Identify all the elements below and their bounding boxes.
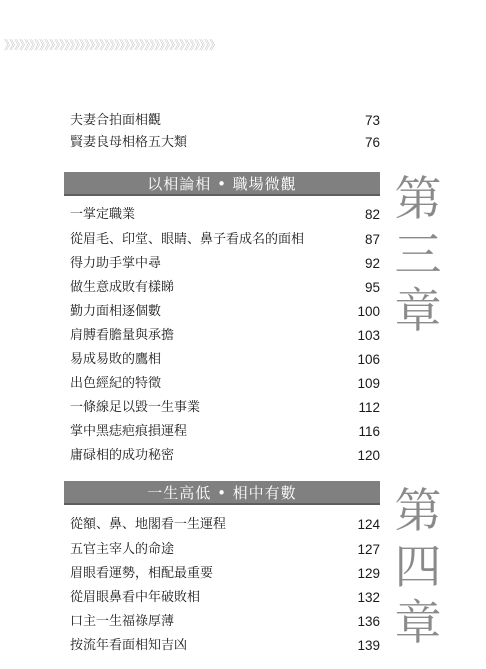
toc-entry-title: 出色經紀的特徵	[70, 376, 162, 391]
toc-entry-page: 73	[364, 113, 380, 128]
toc-entry[interactable]	[70, 539, 380, 561]
toc-entry-page: 76	[364, 135, 380, 150]
chapter-char: 第	[394, 484, 442, 539]
toc-entry-title: 從額、鼻、地閣看一生運程	[70, 517, 227, 532]
toc-entry[interactable]	[70, 563, 380, 585]
toc-entry-title: 夫妻合拍面相觀	[70, 113, 162, 128]
toc-entry[interactable]	[70, 204, 380, 226]
toc-entry[interactable]	[70, 587, 380, 609]
section-banner: 以相論相 • 職場微觀	[64, 172, 380, 196]
toc-entry-title: 一掌定職業	[70, 207, 136, 222]
toc-entry[interactable]	[70, 611, 380, 633]
toc-entry[interactable]	[70, 253, 380, 275]
toc-entry-title: 掌中黑痣疤痕損運程	[70, 424, 188, 439]
toc-entry[interactable]	[70, 421, 380, 443]
header-ornament: 》》》》》》》》》》》》》》》》》》》》》》》》》》》》》》》》》》》》》》》》》》	[4, 38, 221, 52]
toc-entry-title: 庸碌相的成功秘密	[70, 448, 175, 463]
toc-entry[interactable]	[70, 277, 380, 299]
toc-entry-page: 127	[357, 542, 380, 557]
toc-entry-page: 103	[357, 328, 380, 343]
toc-entry[interactable]	[70, 514, 380, 536]
toc-entry-page: 136	[357, 614, 380, 629]
toc-entry[interactable]	[70, 445, 380, 467]
toc-entry-page: 116	[358, 424, 380, 439]
toc-entry-page: 109	[357, 376, 380, 391]
toc-entry[interactable]	[70, 373, 380, 395]
toc-entry-page: 132	[357, 590, 380, 605]
toc-entry-title: 得力助手掌中尋	[70, 256, 162, 271]
toc-entry-title: 一條線足以毀一生事業	[70, 400, 201, 415]
chapter-label	[388, 172, 448, 340]
toc-entry[interactable]	[70, 301, 380, 323]
chapter-char: 四	[394, 540, 442, 595]
chapter-label	[388, 484, 448, 652]
toc-entry-title: 肩膊看膽量與承擔	[70, 328, 175, 343]
toc-entry[interactable]	[70, 132, 380, 154]
toc-entry-title: 從眉毛、印堂、眼睛、鼻子看成名的面相	[70, 232, 305, 247]
toc-entry-title: 五官主宰人的命途	[70, 542, 175, 557]
toc-entry-title: 眉眼看運勢，相配最重要	[70, 566, 214, 581]
toc-entry-page: 82	[364, 207, 380, 222]
chapter-char: 章	[394, 284, 442, 339]
toc-entry-page: 100	[357, 304, 380, 319]
chapter-char: 章	[394, 596, 442, 651]
chapter-char: 第	[394, 172, 442, 227]
toc-entry-title: 從眉眼鼻看中年破敗相	[70, 590, 201, 605]
toc-entry-title: 易成易敗的鷹相	[70, 352, 162, 367]
toc-entry-page: 139	[357, 638, 380, 653]
toc-entry[interactable]	[70, 349, 380, 371]
toc-entry[interactable]	[70, 397, 380, 419]
toc-entry-page: 95	[364, 280, 380, 295]
toc-entry-page: 124	[357, 517, 380, 532]
section-banner: 一生高低 • 相中有數	[64, 481, 380, 505]
toc-entry-page: 112	[358, 400, 380, 415]
toc-entry-page: 87	[364, 232, 380, 247]
toc-entry-page: 92	[364, 256, 380, 271]
toc-entry-title: 賢妻良母相格五大類	[70, 135, 188, 150]
toc-entry[interactable]	[70, 110, 380, 132]
toc-entry[interactable]	[70, 635, 380, 657]
toc-entry-page: 120	[357, 448, 380, 463]
toc-entry-title: 勤力面相逐個數	[70, 304, 162, 319]
toc-entry[interactable]	[70, 229, 380, 251]
toc-entry-page: 129	[357, 566, 380, 581]
toc-entry-page: 106	[357, 352, 380, 367]
toc-entry-title: 按流年看面相知吉凶	[70, 638, 188, 653]
chapter-char: 三	[394, 228, 442, 283]
toc-entry-title: 口主一生福祿厚薄	[70, 614, 175, 629]
toc-entry[interactable]	[70, 325, 380, 347]
toc-entry-title: 做生意成敗有樣睇	[70, 280, 175, 295]
